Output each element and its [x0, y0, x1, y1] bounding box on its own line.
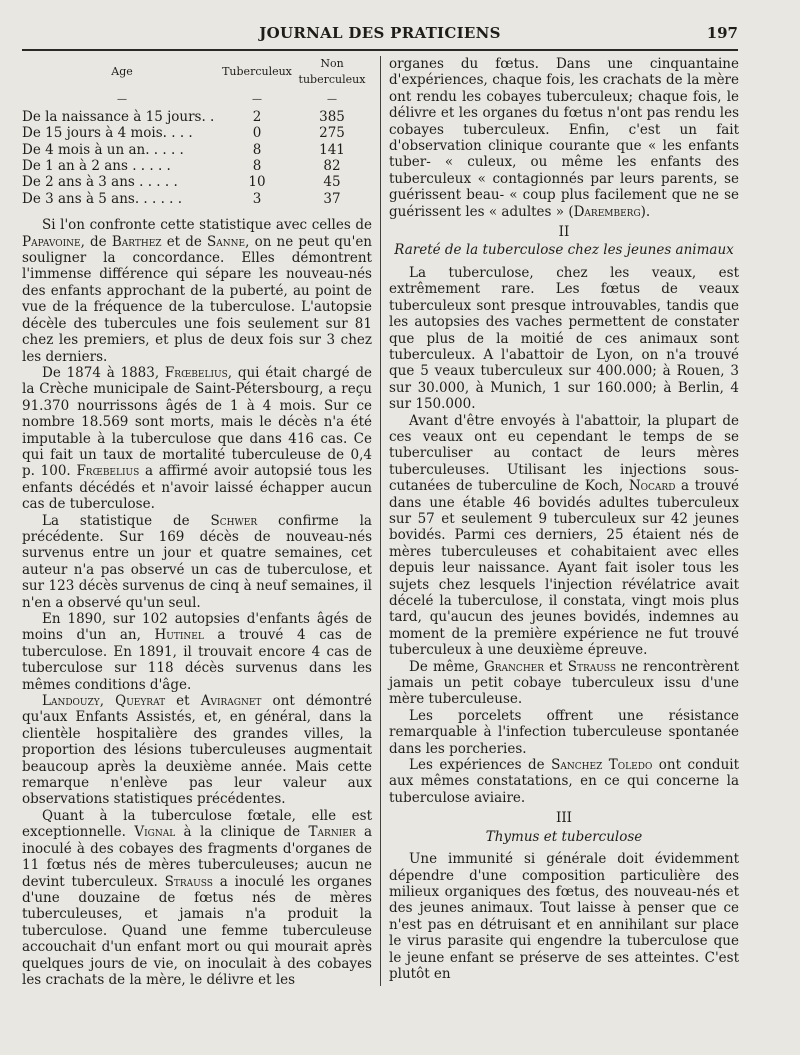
text-run: En 1890, sur 102 autopsies d'enfants âgés de moins d'un an, — [22, 611, 372, 644]
table-cell-tuberculeux: 8 — [252, 141, 262, 158]
author-name: Strauss — [567, 658, 617, 675]
text-run: Les expériences de — [409, 757, 545, 774]
text-run: ont conduit aux mêmes constatations, en ce qui concerne la tuberculose aviaire. — [389, 757, 740, 806]
table-row — [22, 125, 372, 141]
text-run: confirme la précédente. Sur 169 décès de nouveau-nés survenus entre un jour et quatre semaines, cet auteur n'a pas observé un cas de tuberculose, et sur 123 décès survenus de cinq à neuf semaines, il n'en a observé qu'un seul. — [22, 512, 372, 611]
table-header-age: Age — [111, 65, 133, 79]
text-run: et — [165, 693, 201, 710]
text-run: , on ne peut qu'en souligner la concordance. Elles démontrent l'immense différence qui sépare les nouveau-nés des enfants approchant de la puberté, au point de vue de la fréquence de la tuberculose. L'autopsie décèle des tubercules une fois seulement sur 81 chez les premiers, et plus de deux fois sur 3 chez les derniers. — [22, 233, 373, 365]
table-cell-age: De 4 mois à un an. . . . . — [22, 141, 184, 158]
page-header — [22, 18, 738, 48]
right-column — [389, 56, 739, 982]
author-name: Nocard — [628, 478, 676, 495]
author-name: Strauss — [164, 873, 213, 890]
table-row — [22, 191, 372, 207]
page-number: 197 — [706, 24, 738, 42]
section-number: II — [558, 224, 570, 241]
left-column — [22, 56, 372, 988]
table-row — [22, 142, 372, 158]
table-header-tuberculeux: Tuberculeux — [222, 65, 292, 79]
table-cell-tuberculeux: 10 — [248, 174, 266, 191]
column-divider — [380, 56, 381, 986]
section-title: Rareté de la tuberculose chez les jeunes animaux — [394, 242, 734, 259]
text-run: ne rencontrèrent jamais un petit cobaye tuberculeux issu d'une mère tuberculeuse. — [389, 658, 739, 708]
author-name: Queyrat — [115, 693, 166, 710]
table-cell-non-tuberculeux: 275 — [319, 125, 345, 142]
table-cell-age: De 1 an à 2 ans . . . . . — [22, 158, 171, 175]
table-cell-non-tuberculeux: 141 — [319, 141, 345, 158]
table-cell-non-tuberculeux: 45 — [323, 174, 341, 191]
table-dash: — — [117, 93, 127, 105]
author-name: Vignal — [134, 824, 176, 841]
text-run: et de — [161, 233, 208, 250]
table-row — [22, 109, 372, 125]
table-cell-tuberculeux: 2 — [252, 108, 262, 125]
table-cell-non-tuberculeux: 37 — [323, 190, 341, 207]
text-run: ). — [640, 203, 651, 220]
table-dash-row — [22, 95, 372, 109]
paragraph — [22, 611, 372, 693]
paragraph — [22, 808, 372, 988]
table-header-non-tuberculeux: Non tuberculeux — [298, 57, 366, 87]
author-name: Hutinel — [154, 627, 204, 644]
section-title: Thymus et tuberculose — [485, 828, 643, 845]
age-statistics-table — [22, 56, 372, 207]
text-run: a inoculé à des cobayes des fragments d'organes de 11 fœtus nés de mères tuberculeuses; aucun ne devint tuberculeux. — [22, 824, 373, 890]
text-run: et — [544, 658, 563, 675]
table-cell-tuberculeux: 3 — [252, 190, 262, 207]
text-run: a affirmé avoir autopsié tous les enfants décédés et n'avoir laissé échapper aucun cas de tuberculose. — [22, 463, 372, 513]
paragraph: Une immunité si générale doit évidemment dépendre d'une composition particulière des milieux organiques des fœtus, des nouveau-nés et des jeunes animaux. Tout laisse à penser que ce n'est pas en détruisant et en annihilant sur place le virus parasite qui engendre la tuberculose que le jeune enfant se préserve de ses atteintes. C'est plutôt en — [389, 851, 739, 982]
table-row — [22, 158, 372, 174]
paragraph — [22, 217, 372, 365]
author-name: Barthez — [111, 233, 162, 250]
paragraph: La tuberculose, chez les veaux, est extrêmement rare. Les fœtus de veaux tuberculeux sont presque introuvables, tandis que les autopsies des vaches permettent de constater que plus de la moitié de ces animaux sont tuberculeux. A l'abattoir de Lyon, on n'a trouvé que 5 veaux tuberculeux sur 400.000; à Rouen, 3 sur 30.000, à Munich, 1 sur 160.000; à Berlin, 4 sur 150.000. — [389, 264, 739, 413]
author-name: Tarnier — [308, 824, 356, 841]
text-run: De même, — [409, 658, 479, 675]
text-run: organes du fœtus. Dans une cinquantaine d'expériences, chaque fois, les crachats de la mère ont rendu les cobayes tuberculeux; chaque fois, le délivre et les organes du fœtus n'ont pas rendu les cobayes tuberculeux. Enfin, c'est un fait d'observation clinique courante que « les enfants tuber- « culeux, ou même les enfants des tuberculeux « contagionnés par leurs parents, se guérissent beau- « coup plus facilement que ne se guérissent les « adultes » ( — [389, 56, 739, 220]
paragraph — [389, 413, 739, 659]
paragraph: Les porcelets offrent une résistance remarquable à l'infection tuberculeuse spontanée dans les porcheries. — [389, 707, 739, 757]
table-cell-non-tuberculeux: 82 — [323, 158, 341, 175]
text-run: , — [99, 693, 116, 710]
journal-title: JOURNAL DES PRATICIENS — [259, 24, 501, 42]
author-name: Sanne — [207, 233, 246, 250]
author-name: Landouzy — [42, 693, 100, 710]
text-run: à la clinique de — [175, 824, 301, 841]
table-cell-non-tuberculeux: 385 — [319, 108, 345, 125]
header-rule — [22, 49, 738, 51]
table-dash: — — [327, 93, 337, 105]
paragraph — [389, 757, 739, 806]
table-dash: — — [252, 93, 262, 105]
text-run: Avant d'être envoyés à l'abattoir, la plupart de ces veaux ont eu cependant le temps de se tuberculiser au contact de leurs mères tuberculeuses. Utilisant les injections sous-cutanées de tuberculine de Koch, — [389, 412, 739, 495]
table-cell-tuberculeux: 0 — [252, 125, 262, 142]
text-run: , qui était chargé de la Crèche municipale de Saint-Pétersbourg, a reçu 91.370 nourrissons âgés de 1 à 4 mois. Sur ce nombre 18.569 sont morts, mais le décès n'a été imputable à la tuberculose que dans 416 cas. Ce qui fait un taux de mortalité tuberculeuse de 0,4 p. 100. — [22, 364, 372, 480]
text-run: a trouvé dans une étable 46 bovidés adultes tuberculeux sur 57 et seulement 9 tuberculeux sur 42 jeunes bovidés. Parmi ces derniers, 25 étaient nés de mères tuberculeuses et cohabitaient avec elles depuis leur naissance. Ayant fait isoler tous les sujets chez lesquels l'injection révélatrice avait décelé la tuberculose, il constata, vingt mois plus tard, qu'aucun des jeunes bovidés, indemnes au moment de la première expérience ne fut trouvé tuberculeux à une deuxième épreuve. — [389, 478, 740, 659]
author-name: Papavoine — [22, 233, 81, 250]
table-cell-age: De la naissance à 15 jours. . — [22, 108, 215, 125]
table-cell-age: De 15 jours à 4 mois. . . . — [22, 125, 193, 142]
author-name: Frœbelius — [76, 463, 140, 480]
table-row — [22, 174, 372, 190]
table-cell-age: De 3 ans à 5 ans. . . . . . — [22, 190, 183, 207]
table-cell-age: De 2 ans à 3 ans . . . . . — [22, 174, 178, 191]
table-cell-tuberculeux: 8 — [252, 158, 262, 175]
text-run: Si l'on confronte cette statistique avec celles de — [42, 217, 372, 234]
paragraph — [22, 693, 372, 808]
text-run: La statistique de — [42, 512, 190, 529]
paragraph — [389, 659, 739, 708]
paragraph — [389, 56, 739, 220]
text-run: ont démontré qu'aux Enfants Assistés, et, en général, dans la clientèle hospitalière des grandes villes, la proportion des lésions tuberculeuses augmentait beaucoup après la deuxième année. Mais cette remarque n'enlève pas leur valeur aux observations statistiques précédentes. — [22, 693, 372, 808]
paragraph — [22, 365, 372, 513]
text-run: a inoculé les organes d'une douzaine de fœtus nés de mères tuberculeuses, et jamais n'a produit la tuberculose. Quand une femme tuberculeuse accouchait d'un enfant mort ou qui mourait après quelques jours de vie, on inoculait à des cobayes les crachats de la mère, le délivre et les — [22, 873, 372, 988]
text-run: Quant à la tuberculose fœtale, elle est exceptionnelle. — [22, 807, 372, 841]
author-name: Sanchez Toledo — [551, 757, 653, 774]
text-run: , de — [80, 233, 112, 250]
author-name: Frœbelius — [164, 364, 228, 381]
author-name: Aviragnet — [200, 693, 262, 710]
author-name: Grancher — [484, 658, 545, 675]
section-number: III — [556, 810, 572, 827]
paragraph — [22, 513, 372, 611]
table-header-row — [22, 56, 372, 95]
author-name: Daremberg — [573, 203, 641, 220]
text-run: De 1874 à 1883, — [42, 364, 160, 381]
text-run: a trouvé 4 cas de tuberculose. En 1891, il trouvait encore 4 cas de tuberculose sur 118 décès survenus dans les mêmes conditions d'âge. — [22, 627, 372, 693]
author-name: Schwer — [210, 512, 258, 529]
